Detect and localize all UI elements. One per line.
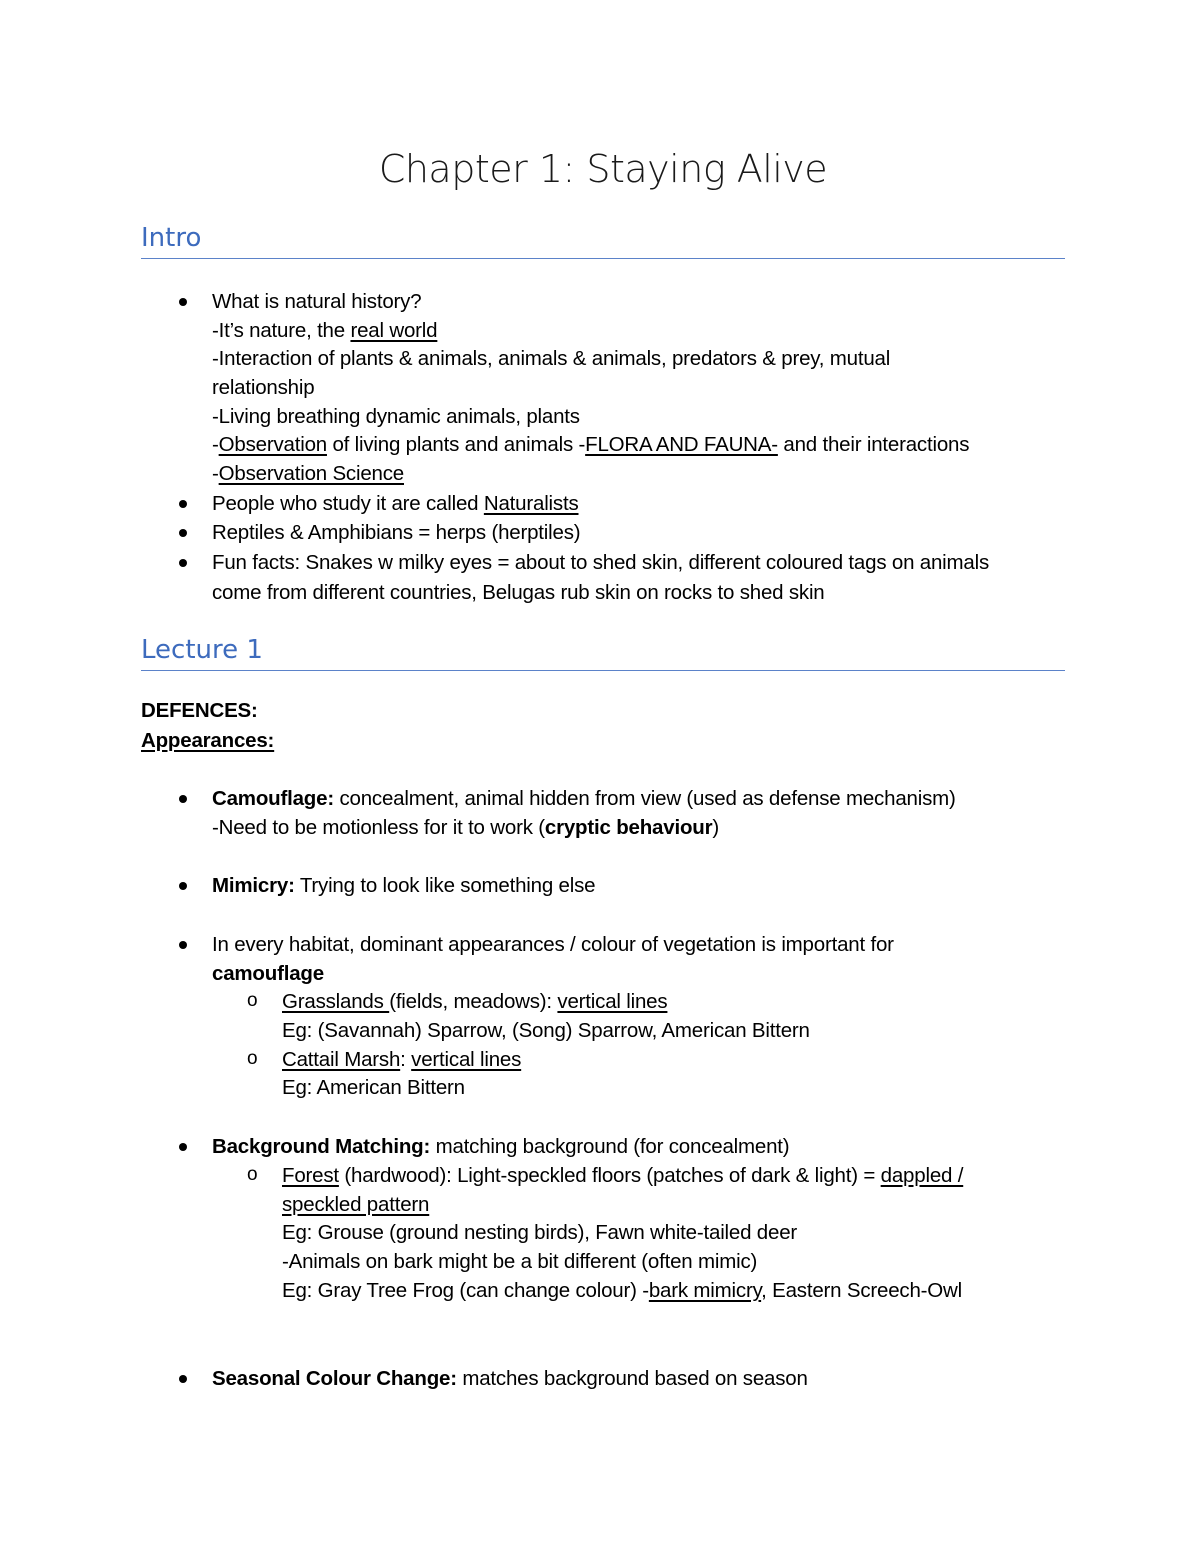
list-item xyxy=(212,873,595,899)
section-heading-intro: Intro xyxy=(141,222,1065,259)
text-span: (fields, meadows): xyxy=(389,990,558,1013)
list-item: Fun facts: Snakes w milky eyes = about to shed skin, different coloured tags on animals xyxy=(212,551,990,574)
appearances-label xyxy=(141,728,274,754)
bold-text: camouflage xyxy=(212,962,324,985)
list-item-line xyxy=(212,815,719,841)
text-span: - xyxy=(212,433,219,456)
underlined-text: speckled pattern xyxy=(282,1193,430,1216)
sub-list-item xyxy=(282,1047,521,1073)
bold-text: cryptic behaviour xyxy=(544,816,713,839)
underlined-text: dappled / xyxy=(880,1164,964,1187)
list-item-line: -Interaction of plants & animals, animals & animals, predators & prey, mutual xyxy=(212,347,891,370)
bold-text: Seasonal Colour Change: xyxy=(212,1367,457,1390)
list-item: Reptiles & Amphibians = herps (herptiles) xyxy=(212,521,581,544)
text-span: (hardwood): Light-speckled floors (patches of dark & light) = xyxy=(338,1164,881,1187)
section-heading-lecture-1: Lecture 1 xyxy=(141,634,1065,671)
list-item-line: come from different countries, Belugas rub skin on rocks to shed skin xyxy=(212,581,825,604)
bullet-text: What is natural history? xyxy=(212,290,422,313)
list-item xyxy=(212,1366,808,1392)
underlined-text: Appearances: xyxy=(141,729,275,752)
text-span: People who study it are called xyxy=(212,492,484,515)
text-span: Trying to look like something else xyxy=(294,874,596,897)
list-item-line: -Living breathing dynamic animals, plants xyxy=(212,405,580,428)
underlined-text: Grasslands xyxy=(282,990,390,1013)
list-item-line xyxy=(212,432,969,458)
sub-list-item-line: Eg: (Savannah) Sparrow, (Song) Sparrow, American Bittern xyxy=(282,1019,810,1042)
bold-text: Camouflage: xyxy=(212,787,334,810)
sub-list-item-line xyxy=(282,1278,962,1304)
text-span: -Need to be motionless for it to work ( xyxy=(212,816,545,839)
sub-list-item-line: Eg: American Bittern xyxy=(282,1076,465,1099)
text-span: concealment, animal hidden from view (used as defense mechanism) xyxy=(333,787,956,810)
list-item-line xyxy=(212,961,324,987)
list-item xyxy=(212,289,421,315)
text-span: and their interactions xyxy=(777,433,970,456)
list-item xyxy=(212,1134,789,1160)
text-span: matching background (for concealment) xyxy=(430,1135,790,1158)
underlined-text: vertical lines xyxy=(557,990,668,1013)
underlined-text: Cattail Marsh xyxy=(282,1048,401,1071)
sub-list-item xyxy=(282,989,667,1015)
text-span: Eg: Gray Tree Frog (can change colour) - xyxy=(282,1279,649,1302)
list-item-line xyxy=(212,318,437,344)
list-item: In every habitat, dominant appearances / colour of vegetation is important for xyxy=(212,933,894,956)
bold-text: DEFENCES: xyxy=(141,699,258,722)
underlined-text: Forest xyxy=(282,1164,339,1187)
sub-list-item-line xyxy=(282,1192,429,1218)
list-item-line: relationship xyxy=(212,376,315,399)
underlined-text: Naturalists xyxy=(483,492,579,515)
text-span: -It’s nature, the xyxy=(212,319,351,342)
sub-list-item-line: -Animals on bark might be a bit different (often mimic) xyxy=(282,1250,758,1273)
underlined-text: Observation xyxy=(218,433,327,456)
bold-text: Background Matching: xyxy=(212,1135,431,1158)
sub-list-item xyxy=(282,1163,963,1189)
underlined-text: FLORA AND FAUNA- xyxy=(585,433,778,456)
page-title: Chapter 1: Staying Alive xyxy=(378,147,828,191)
text-span: matches background based on season xyxy=(456,1367,808,1390)
underlined-text: vertical lines xyxy=(411,1048,522,1071)
underlined-text: bark mimicry xyxy=(648,1279,762,1302)
list-item-line xyxy=(212,461,404,487)
underlined-text: Observation Science xyxy=(218,462,404,485)
text-span: , Eastern Screech-Owl xyxy=(761,1279,962,1302)
text-span: of living plants and animals - xyxy=(326,433,586,456)
text-span: : xyxy=(400,1048,412,1071)
list-item xyxy=(212,491,579,517)
text-span: - xyxy=(212,462,219,485)
underlined-text: real world xyxy=(350,319,438,342)
defences-label xyxy=(141,698,258,724)
sub-list-item-line: Eg: Grouse (ground nesting birds), Fawn white-tailed deer xyxy=(282,1221,798,1244)
bold-text: Mimicry: xyxy=(212,874,295,897)
text-span: ) xyxy=(712,816,720,839)
list-item xyxy=(212,786,956,812)
